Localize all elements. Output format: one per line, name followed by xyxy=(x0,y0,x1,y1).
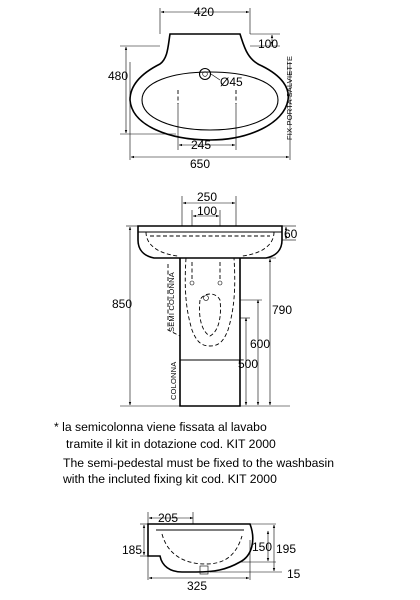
basin-front-outline xyxy=(138,226,282,258)
dim-150-text: 150 xyxy=(252,540,273,554)
dim-185-text: 185 xyxy=(122,543,143,557)
dim-245-text: 245 xyxy=(191,138,212,152)
dim-100b-text: 100 xyxy=(197,204,218,218)
dim-250-text: 250 xyxy=(197,190,218,204)
dim-850-text: 850 xyxy=(112,297,133,311)
note-line-2: tramite il kit in dotazione cod. KIT 2000 xyxy=(66,437,276,451)
dim-600-text: 600 xyxy=(250,337,271,351)
column-label: COLONNA xyxy=(169,361,178,400)
note-line-3: The semi-pedestal must be fixed to the washbasin xyxy=(63,456,334,470)
dim-790-text: 790 xyxy=(272,303,293,317)
dim-325-text: 325 xyxy=(187,579,208,593)
dim-480-text: 480 xyxy=(108,69,129,83)
note-line-1: * la semicolonna viene fissata al lavabo xyxy=(54,420,267,434)
top-view xyxy=(108,5,294,171)
basin-top-bowl xyxy=(142,72,278,130)
dim-195-text: 195 xyxy=(276,542,297,556)
dim-205-text: 205 xyxy=(158,511,179,525)
dim-500-text: 500 xyxy=(238,357,259,371)
front-view xyxy=(112,190,298,406)
note-line-4: with the incluted fixing kit cod. KIT 2000 xyxy=(63,472,277,486)
dim-100-text: 100 xyxy=(258,37,279,51)
dim-420-text: 420 xyxy=(194,5,215,19)
dim-hole-text: Ø45 xyxy=(220,75,243,89)
semi-column-label: SEMI COLONNA xyxy=(167,272,176,332)
towel-holder-label: FIX PORTA SALVIETTE xyxy=(285,55,294,140)
dim-60-text: 60 xyxy=(284,227,298,241)
pedestal-outline xyxy=(180,258,240,406)
tap-hole xyxy=(200,69,211,80)
dim-15-text: 15 xyxy=(287,567,301,581)
side-view xyxy=(122,511,301,593)
dim-650-text: 650 xyxy=(190,157,211,171)
